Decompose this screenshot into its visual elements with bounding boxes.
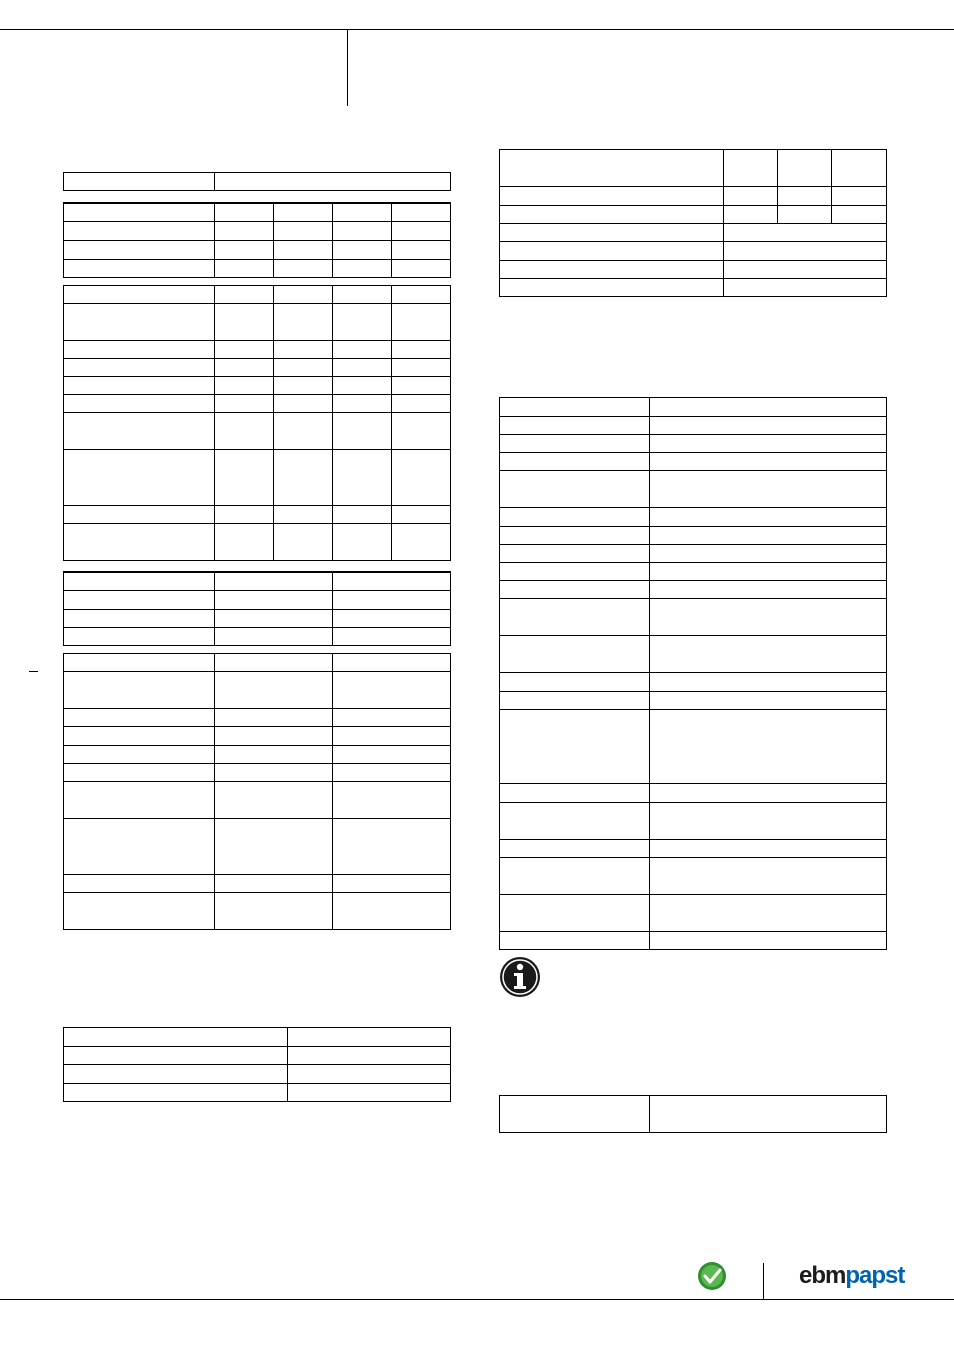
table-cell	[215, 819, 333, 875]
table-row	[64, 341, 451, 359]
table-cell	[64, 173, 215, 191]
table-cell	[64, 746, 215, 764]
table-cell	[392, 413, 451, 450]
table-cell	[650, 673, 887, 692]
table-row	[500, 261, 887, 279]
table-cell	[392, 377, 451, 395]
table-cell	[392, 341, 451, 359]
table-row	[64, 395, 451, 413]
table-cell	[333, 672, 451, 709]
table-row	[64, 524, 451, 561]
table-cell	[333, 654, 451, 672]
table-cell	[64, 782, 215, 819]
table-cell	[778, 187, 832, 206]
table-cell	[64, 450, 215, 506]
table-row	[64, 413, 451, 450]
table-cell	[650, 545, 887, 563]
table-cell	[392, 304, 451, 341]
table-row	[64, 893, 451, 930]
table-cell	[288, 1028, 451, 1047]
table-cell	[650, 563, 887, 581]
table-row	[500, 527, 887, 545]
table-cell	[64, 609, 215, 627]
table-cell	[333, 259, 392, 277]
table-cell	[500, 581, 650, 599]
table-row	[500, 242, 887, 261]
table-cell	[64, 395, 215, 413]
table-cell	[778, 206, 832, 224]
table-cell	[64, 1084, 288, 1102]
table-cell	[500, 279, 724, 297]
table-cell	[333, 782, 451, 819]
table-row	[500, 435, 887, 453]
table-row	[500, 636, 887, 673]
table-cell	[64, 572, 215, 590]
table-cell	[392, 524, 451, 561]
table-cell	[333, 609, 451, 627]
footer-divider	[763, 1263, 764, 1299]
table-cell	[215, 727, 333, 746]
table-row	[64, 203, 451, 221]
table-cell	[215, 359, 274, 377]
table-cell	[64, 221, 215, 240]
table-cell	[724, 242, 887, 261]
table-cell	[274, 359, 333, 377]
table-cell	[64, 413, 215, 450]
table-cell	[392, 395, 451, 413]
table-row	[500, 471, 887, 508]
table-cell	[64, 727, 215, 746]
left-table-2	[63, 202, 451, 278]
table-cell	[500, 224, 724, 242]
table-row	[64, 875, 451, 893]
table-cell	[392, 221, 451, 240]
table-cell	[333, 450, 392, 506]
table-cell	[724, 150, 778, 187]
table-row	[500, 840, 887, 858]
table-cell	[215, 672, 333, 709]
table-row	[500, 692, 887, 710]
header-divider	[347, 29, 348, 106]
table-row	[64, 304, 451, 341]
table-cell	[288, 1047, 451, 1065]
table-cell	[288, 1084, 451, 1102]
table-cell	[500, 261, 724, 279]
table-cell	[333, 413, 392, 450]
table-cell	[500, 563, 650, 581]
table-cell	[650, 1096, 887, 1133]
table-row	[500, 224, 887, 242]
table-row	[500, 563, 887, 581]
table-row	[500, 187, 887, 206]
table-cell	[650, 417, 887, 435]
table-cell	[500, 599, 650, 636]
table-cell	[333, 709, 451, 727]
table-row	[64, 819, 451, 875]
table-cell	[650, 527, 887, 545]
table-row	[500, 508, 887, 527]
table-cell	[274, 259, 333, 277]
table-row	[64, 173, 451, 191]
table-row	[64, 286, 451, 304]
table-cell	[650, 636, 887, 673]
footer-rule	[0, 1299, 954, 1300]
table-cell	[500, 417, 650, 435]
table-cell	[650, 508, 887, 527]
table-row	[500, 581, 887, 599]
table-cell	[64, 654, 215, 672]
ebmpapst-logo: ebmpapst	[799, 1262, 905, 1289]
table-row	[64, 782, 451, 819]
table-cell	[274, 413, 333, 450]
table-cell	[650, 840, 887, 858]
table-cell	[333, 240, 392, 259]
table-row	[64, 709, 451, 727]
table-cell	[500, 545, 650, 563]
table-row	[64, 746, 451, 764]
table-row	[64, 764, 451, 782]
table-cell	[500, 150, 724, 187]
green-tech-check-icon	[697, 1261, 727, 1291]
table-cell	[333, 203, 392, 221]
table-row	[500, 895, 887, 932]
table-cell	[215, 377, 274, 395]
table-row	[500, 150, 887, 187]
table-row	[64, 609, 451, 627]
table-cell	[333, 524, 392, 561]
table-cell	[215, 221, 274, 240]
table-cell	[215, 893, 333, 930]
table-row	[500, 673, 887, 692]
table-cell	[333, 764, 451, 782]
table-cell	[64, 709, 215, 727]
table-cell	[724, 187, 778, 206]
table-cell	[215, 395, 274, 413]
table-cell	[215, 746, 333, 764]
table-row	[500, 1096, 887, 1133]
table-row	[500, 599, 887, 636]
table-cell	[500, 692, 650, 710]
table-cell	[64, 627, 215, 645]
table-cell	[64, 286, 215, 304]
table-cell	[650, 692, 887, 710]
table-cell	[215, 524, 274, 561]
table-cell	[500, 673, 650, 692]
info-icon	[499, 956, 541, 998]
table-row	[500, 545, 887, 563]
table-cell	[333, 819, 451, 875]
table-cell	[500, 187, 724, 206]
table-cell	[215, 259, 274, 277]
table-cell	[215, 286, 274, 304]
table-cell	[500, 398, 650, 417]
table-cell	[274, 286, 333, 304]
table-cell	[215, 609, 333, 627]
left-table-6	[63, 1027, 451, 1102]
table-cell	[333, 395, 392, 413]
table-cell	[500, 435, 650, 453]
table-cell	[64, 259, 215, 277]
table-cell	[64, 359, 215, 377]
table-cell	[333, 221, 392, 240]
table-cell	[392, 286, 451, 304]
table-cell	[724, 206, 778, 224]
table-row	[64, 377, 451, 395]
table-cell	[333, 590, 451, 609]
table-cell	[650, 710, 887, 784]
table-cell	[650, 581, 887, 599]
table-row	[64, 506, 451, 524]
table-cell	[392, 203, 451, 221]
table-cell	[274, 240, 333, 259]
table-cell	[64, 893, 215, 930]
table-cell	[64, 1047, 288, 1065]
table-cell	[500, 636, 650, 673]
table-cell	[64, 341, 215, 359]
table-row	[64, 450, 451, 506]
table-cell	[333, 893, 451, 930]
table-cell	[500, 527, 650, 545]
table-cell	[500, 803, 650, 840]
table-cell	[500, 932, 650, 950]
table-cell	[215, 782, 333, 819]
table-row	[64, 221, 451, 240]
table-row	[500, 453, 887, 471]
table-cell	[500, 242, 724, 261]
table-cell	[333, 506, 392, 524]
table-cell	[650, 932, 887, 950]
table-cell	[288, 1065, 451, 1084]
table-cell	[64, 524, 215, 561]
table-cell	[500, 840, 650, 858]
table-row	[500, 398, 887, 417]
table-cell	[64, 672, 215, 709]
table-cell	[64, 819, 215, 875]
table-cell	[274, 304, 333, 341]
table-cell	[274, 203, 333, 221]
table-row	[64, 654, 451, 672]
table-cell	[215, 173, 451, 191]
table-cell	[724, 224, 887, 242]
table-cell	[650, 471, 887, 508]
left-table-3	[63, 285, 451, 561]
header-rule	[0, 29, 954, 30]
table-row	[64, 1028, 451, 1047]
table-row	[500, 279, 887, 297]
table-row	[500, 417, 887, 435]
margin-mark	[29, 671, 38, 672]
table-cell	[215, 506, 274, 524]
table-row	[64, 240, 451, 259]
table-cell	[778, 150, 832, 187]
table-cell	[832, 206, 887, 224]
table-cell	[215, 875, 333, 893]
table-cell	[650, 599, 887, 636]
table-cell	[215, 240, 274, 259]
table-row	[64, 590, 451, 609]
table-cell	[215, 413, 274, 450]
table-cell	[650, 435, 887, 453]
table-row	[64, 1065, 451, 1084]
table-cell	[650, 803, 887, 840]
table-cell	[832, 150, 887, 187]
table-cell	[274, 506, 333, 524]
left-table-5	[63, 653, 451, 930]
table-cell	[392, 506, 451, 524]
left-table-4	[63, 571, 451, 646]
table-cell	[215, 450, 274, 506]
table-cell	[724, 261, 887, 279]
table-row	[64, 359, 451, 377]
table-cell	[392, 359, 451, 377]
table-cell	[500, 858, 650, 895]
table-cell	[64, 203, 215, 221]
right-table-1	[499, 149, 887, 297]
table-cell	[333, 875, 451, 893]
table-cell	[333, 746, 451, 764]
table-cell	[215, 709, 333, 727]
table-cell	[650, 453, 887, 471]
table-cell	[274, 524, 333, 561]
table-cell	[215, 203, 274, 221]
table-cell	[333, 377, 392, 395]
table-cell	[274, 221, 333, 240]
table-cell	[64, 304, 215, 341]
table-row	[64, 1084, 451, 1102]
table-cell	[500, 1096, 650, 1133]
table-cell	[215, 627, 333, 645]
table-cell	[650, 895, 887, 932]
table-row	[64, 727, 451, 746]
table-cell	[64, 590, 215, 609]
table-cell	[724, 279, 887, 297]
table-row	[500, 932, 887, 950]
table-cell	[333, 286, 392, 304]
table-cell	[333, 572, 451, 590]
table-cell	[274, 377, 333, 395]
table-cell	[333, 341, 392, 359]
table-cell	[500, 710, 650, 784]
table-cell	[274, 341, 333, 359]
table-cell	[500, 206, 724, 224]
table-cell	[392, 259, 451, 277]
table-row	[64, 572, 451, 590]
table-cell	[500, 453, 650, 471]
table-cell	[64, 875, 215, 893]
right-table-3	[499, 1095, 887, 1133]
table-cell	[333, 359, 392, 377]
table-cell	[64, 1028, 288, 1047]
table-cell	[64, 240, 215, 259]
table-cell	[64, 377, 215, 395]
table-cell	[333, 304, 392, 341]
table-cell	[274, 450, 333, 506]
table-row	[500, 710, 887, 784]
table-cell	[64, 506, 215, 524]
table-cell	[500, 895, 650, 932]
table-cell	[215, 590, 333, 609]
table-cell	[392, 450, 451, 506]
table-row	[500, 858, 887, 895]
table-cell	[500, 471, 650, 508]
table-cell	[650, 398, 887, 417]
table-cell	[215, 764, 333, 782]
table-cell	[274, 395, 333, 413]
table-row	[64, 1047, 451, 1065]
table-row	[500, 803, 887, 840]
table-cell	[500, 508, 650, 527]
table-cell	[215, 341, 274, 359]
table-cell	[392, 240, 451, 259]
table-cell	[500, 784, 650, 803]
table-row	[64, 627, 451, 645]
table-cell	[215, 304, 274, 341]
table-row	[500, 784, 887, 803]
table-cell	[650, 858, 887, 895]
left-table-1	[63, 172, 451, 191]
table-row	[64, 259, 451, 277]
table-cell	[333, 727, 451, 746]
table-cell	[832, 187, 887, 206]
table-cell	[64, 764, 215, 782]
table-cell	[64, 1065, 288, 1084]
table-row	[500, 206, 887, 224]
table-cell	[650, 784, 887, 803]
table-row	[64, 672, 451, 709]
table-cell	[215, 654, 333, 672]
table-cell	[333, 627, 451, 645]
table-cell	[215, 572, 333, 590]
right-table-2	[499, 397, 887, 950]
